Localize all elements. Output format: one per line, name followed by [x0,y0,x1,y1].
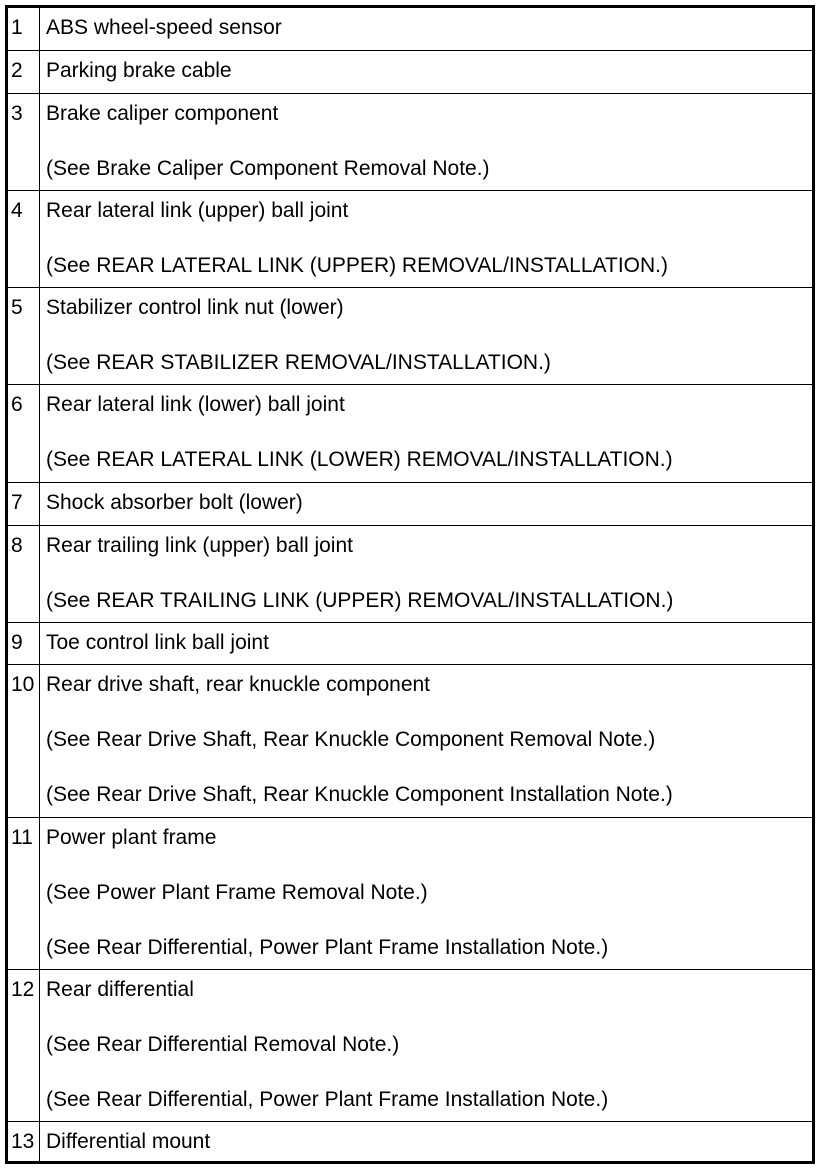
table-row [8,622,812,664]
row-number: 11 [8,818,40,969]
table-row [8,50,812,93]
component-name: Differential mount [46,1130,211,1153]
reference-note: (See Rear Drive Shaft, Rear Knuckle Component Installation Note.) [46,783,673,806]
component-name: Parking brake cable [46,59,232,82]
reference-note: (See Rear Differential, Power Plant Frame Installation Note.) [46,1088,609,1111]
reference-note: (See Brake Caliper Component Removal Note.) [46,157,490,180]
row-content [40,51,812,93]
row-content [40,191,812,287]
row-content [40,526,812,622]
reference-note: (See Rear Differential, Power Plant Frame Installation Note.) [46,936,609,959]
row-content [40,8,812,50]
component-name: Shock absorber bolt (lower) [46,491,303,514]
row-content [40,483,812,525]
table-row [8,525,812,622]
component-name: Rear lateral link (upper) ball joint [46,199,349,222]
row-content [40,970,812,1121]
component-name: Brake caliper component [46,102,279,125]
component-name: Rear lateral link (lower) ball joint [46,393,345,416]
reference-note: (See REAR LATERAL LINK (LOWER) REMOVAL/INSTALLATION.) [46,448,673,471]
component-table [5,5,815,1164]
reference-note: (See REAR STABILIZER REMOVAL/INSTALLATION.) [46,351,551,374]
row-content [40,288,812,384]
row-number: 3 [8,94,40,190]
row-content [40,94,812,190]
table-row [8,287,812,384]
component-name: ABS wheel-speed sensor [46,16,282,39]
component-name: Stabilizer control link nut (lower) [46,296,344,319]
reference-note: (See Rear Drive Shaft, Rear Knuckle Component Removal Note.) [46,728,656,751]
table-row [8,969,812,1121]
component-name: Rear drive shaft, rear knuckle component [46,673,431,696]
reference-note: (See REAR TRAILING LINK (UPPER) REMOVAL/INSTALLATION.) [46,589,674,612]
table-row [8,384,812,482]
row-number: 6 [8,385,40,482]
component-name: Rear differential [46,978,194,1001]
row-number: 12 [8,970,40,1121]
component-name: Power plant frame [46,826,217,849]
row-number: 4 [8,191,40,287]
table-row [8,664,812,817]
table-row [8,93,812,190]
row-content [40,1122,812,1161]
row-content [40,623,812,664]
row-number: 1 [8,8,40,50]
table-row [8,817,812,969]
component-name: Rear trailing link (upper) ball joint [46,534,353,557]
row-number: 13 [8,1122,40,1161]
row-number: 7 [8,483,40,525]
reference-note: (See Power Plant Frame Removal Note.) [46,881,428,904]
table-row [8,482,812,525]
component-name: Toe control link ball joint [46,631,269,654]
table-row [8,8,812,50]
row-number: 9 [8,623,40,664]
row-number: 5 [8,288,40,384]
row-number: 8 [8,526,40,622]
table-row [8,1121,812,1161]
row-number: 2 [8,51,40,93]
reference-note: (See Rear Differential Removal Note.) [46,1033,400,1056]
row-content [40,818,812,969]
row-content [40,665,812,817]
reference-note: (See REAR LATERAL LINK (UPPER) REMOVAL/INSTALLATION.) [46,254,668,277]
row-content [40,385,812,482]
row-number: 10 [8,665,40,817]
table-row [8,190,812,287]
